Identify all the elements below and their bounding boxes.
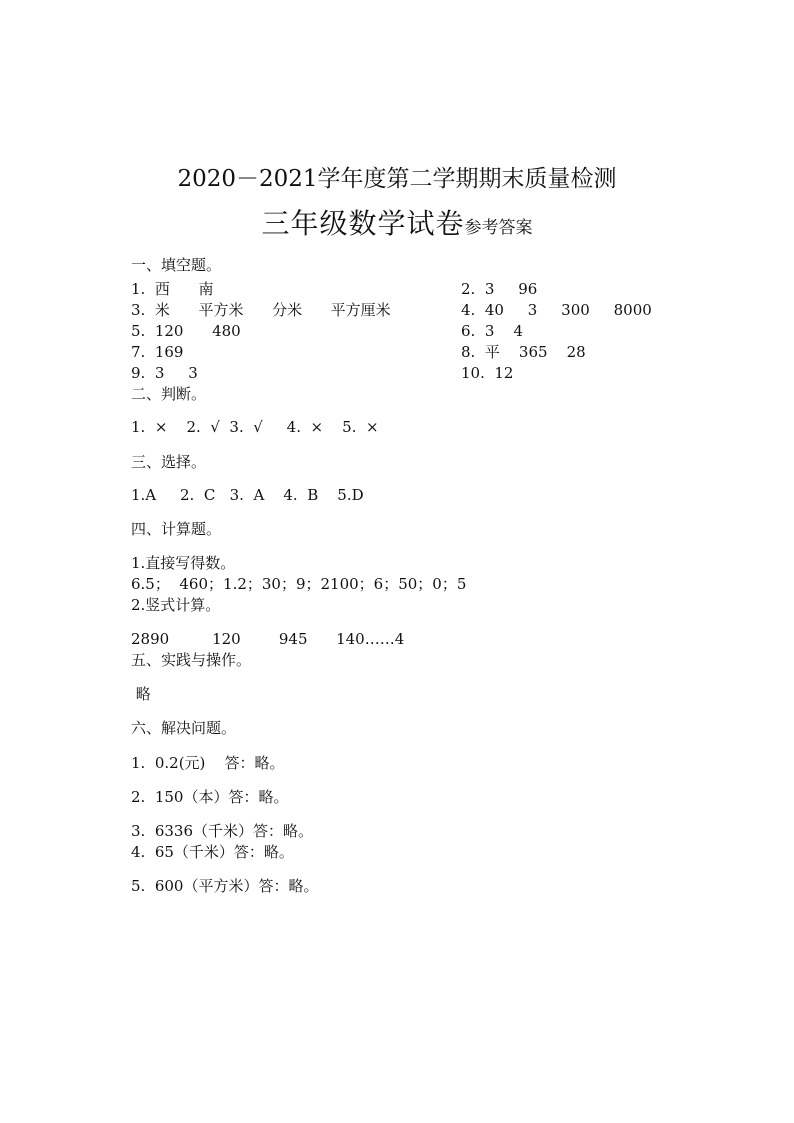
fill-answer-2: 2. 3 96 bbox=[461, 280, 538, 298]
problem-answer-3: 3. 6336（千米）答：略。 bbox=[131, 822, 314, 840]
exam-title: 2020－2021学年度第二学期期末质量检测 bbox=[177, 166, 617, 192]
fill-answer-10: 10. 12 bbox=[461, 364, 514, 382]
section-heading-fill-blank: 一、填空题。 bbox=[131, 256, 222, 274]
calc-sub1-title: 1.直接写得数。 bbox=[131, 554, 236, 572]
section-heading-calc: 四、计算题。 bbox=[131, 520, 222, 538]
problem-answer-5: 5. 600（平方米）答：略。 bbox=[131, 877, 319, 895]
section-heading-choice: 三、选择。 bbox=[131, 453, 207, 471]
choice-answers: 1.A 2. C 3. A 4. B 5.D bbox=[131, 486, 364, 504]
section-heading-problems: 六、解决问题。 bbox=[131, 719, 237, 737]
fill-answer-4: 4. 40 3 300 8000 bbox=[461, 301, 652, 319]
calc-sub1-answers: 6.5； 460；1.2；30；9；2100；6；50；0；5 bbox=[131, 575, 467, 593]
section-heading-judge: 二、判断。 bbox=[131, 385, 207, 403]
calc-sub2-answers: 2890 120 945 140……4 bbox=[131, 630, 405, 648]
fill-answer-7: 7. 169 bbox=[131, 343, 184, 361]
subtitle-main: 三年级数学试卷 bbox=[261, 207, 465, 240]
judge-answers: 1. × 2. √ 3. √ 4. × 5. × bbox=[131, 418, 379, 436]
section-heading-practice: 五、实践与操作。 bbox=[131, 651, 252, 669]
problem-answer-1: 1. 0.2(元) 答：略。 bbox=[131, 754, 285, 772]
exam-subtitle bbox=[0, 207, 794, 240]
calc-sub2-title: 2.竖式计算。 bbox=[131, 596, 221, 614]
subtitle-suffix: 参考答案 bbox=[464, 218, 533, 238]
fill-answer-6: 6. 3 4 bbox=[461, 322, 524, 340]
problem-answer-2: 2. 150（本）答：略。 bbox=[131, 788, 289, 806]
fill-answer-1: 1. 西 南 bbox=[131, 280, 214, 298]
fill-answer-8: 8. 平 365 28 bbox=[461, 343, 586, 361]
fill-answer-5: 5. 120 480 bbox=[131, 322, 241, 340]
fill-answer-3: 3. 米 平方米 分米 平方厘米 bbox=[131, 301, 391, 319]
practice-answer: 略 bbox=[131, 685, 151, 703]
fill-answer-9: 9. 3 3 bbox=[131, 364, 198, 382]
problem-answer-4: 4. 65（千米）答：略。 bbox=[131, 843, 294, 861]
